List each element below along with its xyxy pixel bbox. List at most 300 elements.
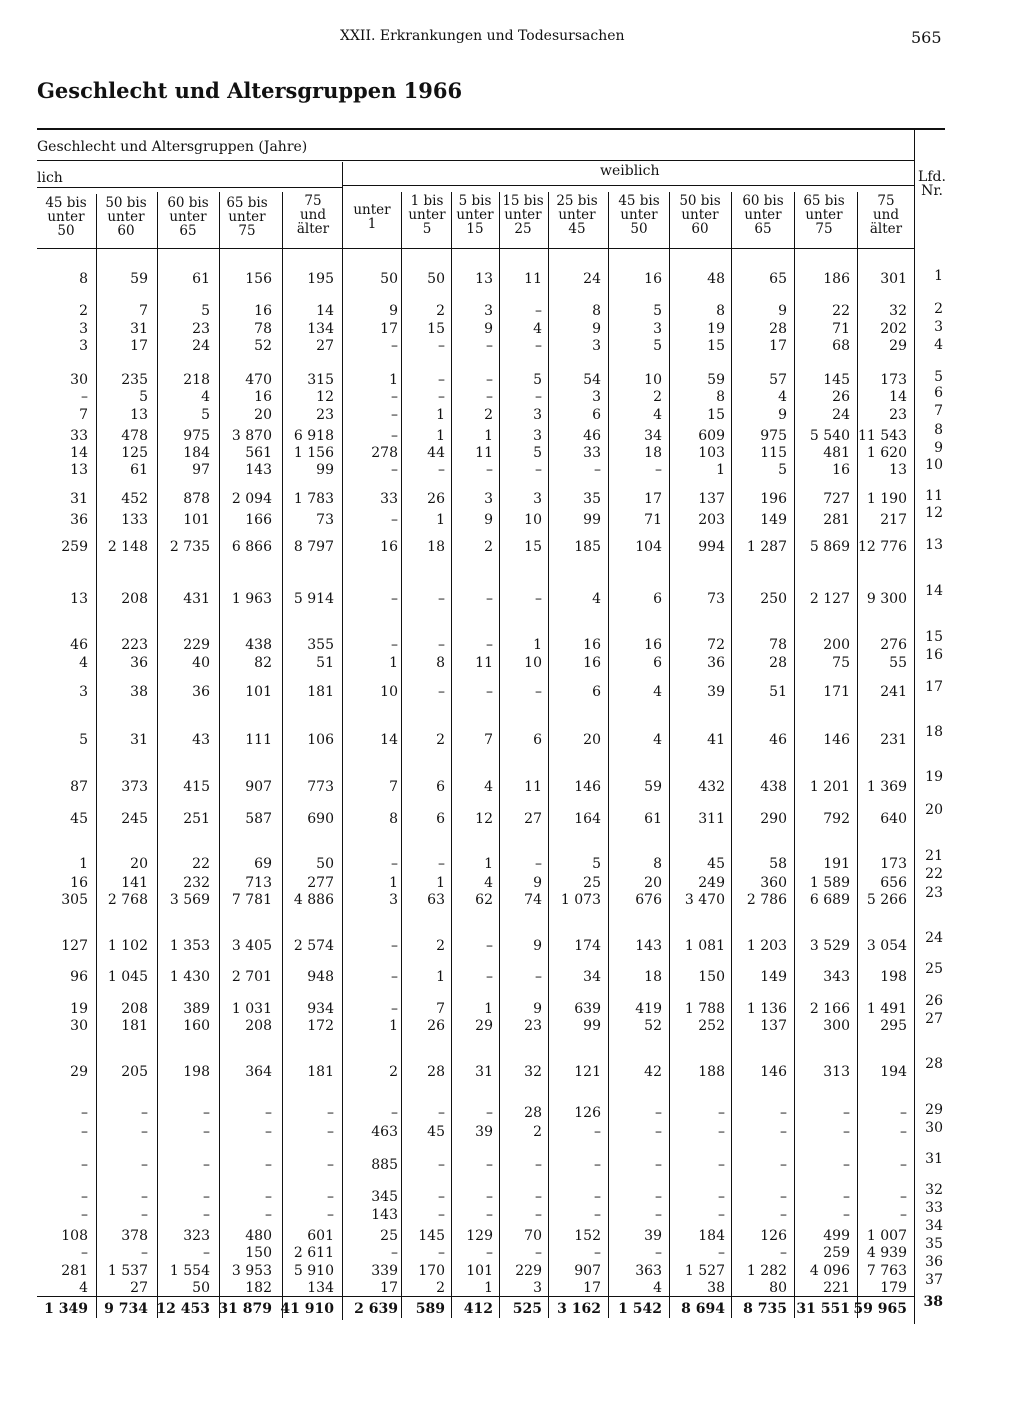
column-header: 45 bis unter 50 bbox=[45, 195, 87, 239]
table-cell: 480 bbox=[245, 1228, 272, 1244]
table-cell: 1 bbox=[484, 1280, 493, 1296]
table-cell: 727 bbox=[823, 491, 850, 507]
table-cell: 5 bbox=[533, 445, 542, 461]
table-cell: 2 094 bbox=[231, 491, 272, 507]
table-cell: 601 bbox=[307, 1228, 334, 1244]
table-cell: 1 783 bbox=[293, 491, 334, 507]
table-cell: 15 bbox=[707, 407, 725, 423]
table-cell: 1 537 bbox=[107, 1263, 148, 1279]
table-cell: 1 bbox=[436, 428, 445, 444]
table-cell: 1 007 bbox=[866, 1228, 907, 1244]
table-cell: – bbox=[900, 1157, 907, 1173]
table-cell: 134 bbox=[307, 321, 334, 337]
table-cell: 31 551 bbox=[796, 1301, 850, 1317]
table-cell: 4 096 bbox=[809, 1263, 850, 1279]
table-cell: 639 bbox=[574, 1001, 601, 1017]
table-cell: 145 bbox=[418, 1228, 445, 1244]
column-divider bbox=[96, 194, 97, 1318]
table-cell: – bbox=[438, 338, 445, 354]
table-cell: – bbox=[486, 372, 493, 388]
column-divider bbox=[282, 192, 283, 1318]
table-cell: 182 bbox=[245, 1280, 272, 1296]
table-cell: 39 bbox=[644, 1228, 662, 1244]
table-cell: 17 bbox=[644, 491, 662, 507]
table-cell: 12 453 bbox=[156, 1301, 210, 1317]
table-cell: 2 bbox=[389, 1064, 398, 1080]
table-cell: 3 bbox=[389, 892, 398, 908]
table-cell: – bbox=[391, 389, 398, 405]
table-cell: 75 bbox=[832, 655, 850, 671]
table-cell: 3 870 bbox=[231, 428, 272, 444]
table-cell: 185 bbox=[574, 539, 601, 555]
column-divider bbox=[608, 192, 609, 1318]
table-cell: 3 bbox=[79, 321, 88, 337]
female-label: weiblich bbox=[600, 163, 660, 179]
row-number: 26 bbox=[925, 993, 943, 1009]
table-cell: – bbox=[780, 1105, 787, 1121]
table-cell: – bbox=[594, 1124, 601, 1140]
table-cell: – bbox=[141, 1105, 148, 1121]
table-cell: – bbox=[486, 1105, 493, 1121]
table-cell: 2 bbox=[79, 303, 88, 319]
table-cell: 3 bbox=[484, 303, 493, 319]
table-cell: 1 bbox=[436, 407, 445, 423]
table-cell: – bbox=[780, 1124, 787, 1140]
table-cell: – bbox=[391, 637, 398, 653]
table-cell: 345 bbox=[371, 1189, 398, 1205]
table-cell: 63 bbox=[427, 892, 445, 908]
table-cell: 115 bbox=[760, 445, 787, 461]
table-cell: 54 bbox=[583, 372, 601, 388]
table-cell: 1 136 bbox=[746, 1001, 787, 1017]
column-divider bbox=[401, 192, 402, 1318]
table-cell: 9 300 bbox=[866, 591, 907, 607]
table-cell: – bbox=[843, 1124, 850, 1140]
table-cell: 61 bbox=[644, 811, 662, 827]
table-cell: 241 bbox=[880, 684, 907, 700]
table-cell: 156 bbox=[245, 271, 272, 287]
table-cell: 35 bbox=[583, 491, 601, 507]
table-cell: – bbox=[327, 1124, 334, 1140]
table-cell: 24 bbox=[832, 407, 850, 423]
table-cell: 171 bbox=[823, 684, 850, 700]
table-cell: 1 bbox=[484, 1001, 493, 1017]
table-cell: 3 bbox=[533, 491, 542, 507]
table-cell: 2 127 bbox=[809, 591, 850, 607]
table-cell: – bbox=[327, 1157, 334, 1173]
table-cell: – bbox=[81, 1105, 88, 1121]
table-cell: – bbox=[594, 1189, 601, 1205]
table-cell: 19 bbox=[70, 1001, 88, 1017]
table-cell: 14 bbox=[380, 732, 398, 748]
table-cell: 2 148 bbox=[107, 539, 148, 555]
table-cell: 1 190 bbox=[866, 491, 907, 507]
table-cell: – bbox=[327, 1207, 334, 1223]
column-divider bbox=[548, 192, 549, 1318]
row-number: 7 bbox=[934, 403, 943, 419]
table-cell: 16 bbox=[583, 655, 601, 671]
table-cell: 525 bbox=[512, 1301, 542, 1317]
table-cell: 73 bbox=[707, 591, 725, 607]
table-cell: 96 bbox=[70, 969, 88, 985]
table-cell: – bbox=[535, 856, 542, 872]
table-cell: 5 869 bbox=[809, 539, 850, 555]
table-cell: 231 bbox=[880, 732, 907, 748]
table-cell: 9 bbox=[533, 1001, 542, 1017]
table-cell: 16 bbox=[832, 462, 850, 478]
table-cell: – bbox=[718, 1245, 725, 1261]
table-cell: 1 156 bbox=[293, 445, 334, 461]
table-cell: – bbox=[780, 1189, 787, 1205]
table-cell: 1 bbox=[436, 512, 445, 528]
table-cell: 6 bbox=[533, 732, 542, 748]
table-cell: – bbox=[438, 684, 445, 700]
table-cell: 99 bbox=[316, 462, 334, 478]
table-cell: 41 910 bbox=[280, 1301, 334, 1317]
table-cell: 16 bbox=[583, 637, 601, 653]
table-cell: 5 bbox=[778, 462, 787, 478]
table-cell: – bbox=[141, 1207, 148, 1223]
table-cell: 11 bbox=[524, 779, 542, 795]
table-cell: 179 bbox=[880, 1280, 907, 1296]
row-number: 23 bbox=[925, 885, 943, 901]
table-cell: 31 bbox=[475, 1064, 493, 1080]
table-cell: 18 bbox=[427, 539, 445, 555]
table-cell: 68 bbox=[832, 338, 850, 354]
table-cell: – bbox=[141, 1245, 148, 1261]
table-cell: 108 bbox=[61, 1228, 88, 1244]
table-cell: 59 bbox=[130, 271, 148, 287]
table-cell: 181 bbox=[307, 1064, 334, 1080]
table-cell: 235 bbox=[121, 372, 148, 388]
table-cell: 101 bbox=[466, 1263, 493, 1279]
table-cell: – bbox=[81, 1157, 88, 1173]
table-cell: 2 bbox=[436, 732, 445, 748]
table-cell: 146 bbox=[823, 732, 850, 748]
table-cell: 18 bbox=[644, 969, 662, 985]
table-cell: 20 bbox=[583, 732, 601, 748]
table-cell: 22 bbox=[832, 303, 850, 319]
table-cell: – bbox=[203, 1157, 210, 1173]
table-cell: – bbox=[486, 1157, 493, 1173]
table-cell: – bbox=[391, 428, 398, 444]
row-number: 9 bbox=[934, 440, 943, 456]
table-cell: 3 529 bbox=[809, 938, 850, 954]
table-cell: 14 bbox=[316, 303, 334, 319]
table-cell: 1 369 bbox=[866, 779, 907, 795]
table-cell: – bbox=[327, 1189, 334, 1205]
table-cell: – bbox=[535, 1245, 542, 1261]
table-cell: 1 bbox=[436, 969, 445, 985]
table-cell: – bbox=[438, 637, 445, 653]
table-cell: – bbox=[438, 372, 445, 388]
table-cell: – bbox=[486, 591, 493, 607]
table-cell: 65 bbox=[769, 271, 787, 287]
table-cell: – bbox=[81, 1207, 88, 1223]
table-cell: – bbox=[438, 856, 445, 872]
table-cell: 44 bbox=[427, 445, 445, 461]
table-cell: 58 bbox=[769, 856, 787, 872]
table-cell: 378 bbox=[121, 1228, 148, 1244]
table-cell: 143 bbox=[371, 1207, 398, 1223]
row-number: 16 bbox=[925, 647, 943, 663]
table-cell: – bbox=[655, 1189, 662, 1205]
column-header: 65 bis unter 75 bbox=[803, 193, 845, 237]
table-cell: 2 639 bbox=[354, 1301, 398, 1317]
page-number: 565 bbox=[911, 28, 942, 47]
table-cell: 208 bbox=[121, 1001, 148, 1017]
table-cell: 191 bbox=[823, 856, 850, 872]
table-cell: 305 bbox=[61, 892, 88, 908]
column-header: unter 1 bbox=[353, 202, 391, 232]
table-cell: 34 bbox=[644, 428, 662, 444]
row-number: 24 bbox=[925, 930, 943, 946]
table-cell: 13 bbox=[889, 462, 907, 478]
table-cell: 198 bbox=[183, 1064, 210, 1080]
table-cell: 20 bbox=[644, 875, 662, 891]
table-cell: – bbox=[438, 591, 445, 607]
table-cell: 5 bbox=[533, 372, 542, 388]
table-cell: 8 797 bbox=[293, 539, 334, 555]
table-cell: 23 bbox=[192, 321, 210, 337]
table-cell: 15 bbox=[427, 321, 445, 337]
table-cell: 59 bbox=[707, 372, 725, 388]
male-label-rule bbox=[37, 187, 342, 188]
table-cell: 149 bbox=[760, 969, 787, 985]
table-cell: – bbox=[327, 1105, 334, 1121]
table-cell: 16 bbox=[254, 389, 272, 405]
table-cell: 184 bbox=[183, 445, 210, 461]
table-cell: 133 bbox=[121, 512, 148, 528]
table-cell: – bbox=[81, 389, 88, 405]
table-cell: 11 bbox=[475, 445, 493, 461]
table-cell: 6 689 bbox=[809, 892, 850, 908]
row-number: 12 bbox=[925, 505, 943, 521]
table-cell: 1 bbox=[533, 637, 542, 653]
table-cell: 11 bbox=[475, 655, 493, 671]
table-cell: 419 bbox=[635, 1001, 662, 1017]
table-cell: 1 589 bbox=[809, 875, 850, 891]
table-cell: 290 bbox=[760, 811, 787, 827]
row-number: 10 bbox=[925, 457, 943, 473]
table-cell: – bbox=[81, 1189, 88, 1205]
table-cell: – bbox=[655, 462, 662, 478]
table-cell: 111 bbox=[245, 732, 272, 748]
group-header: Geschlecht und Altersgruppen (Jahre) bbox=[37, 139, 308, 155]
table-cell: – bbox=[535, 303, 542, 319]
table-cell: 59 bbox=[644, 779, 662, 795]
table-cell: 1 430 bbox=[169, 969, 210, 985]
table-cell: 13 bbox=[70, 591, 88, 607]
table-cell: – bbox=[843, 1105, 850, 1121]
table-cell: – bbox=[141, 1189, 148, 1205]
table-cell: 907 bbox=[574, 1263, 601, 1279]
row-number: 29 bbox=[925, 1102, 943, 1118]
row-number: 19 bbox=[925, 769, 943, 785]
table-cell: 259 bbox=[823, 1245, 850, 1261]
table-cell: 4 bbox=[653, 1280, 662, 1296]
table-cell: 32 bbox=[524, 1064, 542, 1080]
table-cell: 22 bbox=[192, 856, 210, 872]
row-number: 32 bbox=[925, 1182, 943, 1198]
table-cell: 97 bbox=[192, 462, 210, 478]
table-cell: 229 bbox=[183, 637, 210, 653]
table-cell: 1 bbox=[79, 856, 88, 872]
table-cell: 15 bbox=[707, 338, 725, 354]
table-cell: 78 bbox=[254, 321, 272, 337]
table-cell: 4 bbox=[79, 655, 88, 671]
table-cell: 208 bbox=[245, 1018, 272, 1034]
table-cell: 6 bbox=[592, 407, 601, 423]
table-cell: – bbox=[535, 684, 542, 700]
table-cell: 8 bbox=[653, 856, 662, 872]
table-cell: 6 bbox=[436, 779, 445, 795]
table-cell: 99 bbox=[583, 1018, 601, 1034]
table-cell: 195 bbox=[307, 271, 334, 287]
table-cell: 28 bbox=[427, 1064, 445, 1080]
table-cell: 8 bbox=[592, 303, 601, 319]
table-cell: 5 bbox=[653, 303, 662, 319]
table-cell: 202 bbox=[880, 321, 907, 337]
table-cell: 1 bbox=[389, 655, 398, 671]
table-cell: 26 bbox=[427, 491, 445, 507]
table-cell: 975 bbox=[760, 428, 787, 444]
table-cell: 1 203 bbox=[746, 938, 787, 954]
table-cell: 9 bbox=[778, 303, 787, 319]
table-cell: 59 965 bbox=[853, 1301, 907, 1317]
table-cell: 229 bbox=[515, 1263, 542, 1279]
table-cell: – bbox=[535, 338, 542, 354]
table-cell: 1 bbox=[436, 875, 445, 891]
table-cell: 355 bbox=[307, 637, 334, 653]
table-cell: 34 bbox=[583, 969, 601, 985]
column-divider bbox=[857, 192, 858, 1318]
row-number: 35 bbox=[925, 1236, 943, 1252]
table-cell: 7 bbox=[484, 732, 493, 748]
table-cell: 4 886 bbox=[293, 892, 334, 908]
table-cell: 3 bbox=[653, 321, 662, 337]
table-cell: 8 bbox=[79, 271, 88, 287]
table-cell: – bbox=[843, 1207, 850, 1223]
table-cell: 478 bbox=[121, 428, 148, 444]
table-cell: 259 bbox=[61, 539, 88, 555]
table-cell: 45 bbox=[70, 811, 88, 827]
table-cell: 23 bbox=[889, 407, 907, 423]
table-cell: 3 054 bbox=[866, 938, 907, 954]
table-cell: 39 bbox=[707, 684, 725, 700]
table-cell: 26 bbox=[832, 389, 850, 405]
table-cell: 17 bbox=[380, 321, 398, 337]
table-cell: 4 bbox=[201, 389, 210, 405]
table-cell: 50 bbox=[427, 271, 445, 287]
table-cell: 121 bbox=[574, 1064, 601, 1080]
table-cell: 4 bbox=[653, 684, 662, 700]
table-cell: 2 bbox=[436, 303, 445, 319]
table-cell: 12 bbox=[316, 389, 334, 405]
table-cell: 3 bbox=[79, 684, 88, 700]
table-cell: – bbox=[655, 1105, 662, 1121]
table-cell: – bbox=[486, 1207, 493, 1223]
table-cell: 1 073 bbox=[560, 892, 601, 908]
table-cell: 69 bbox=[254, 856, 272, 872]
table-cell: 7 bbox=[79, 407, 88, 423]
table-cell: 41 bbox=[707, 732, 725, 748]
table-cell: 5 bbox=[139, 389, 148, 405]
table-cell: – bbox=[391, 462, 398, 478]
table-cell: 4 bbox=[653, 732, 662, 748]
table-cell: 587 bbox=[245, 811, 272, 827]
table-cell: 1 bbox=[389, 372, 398, 388]
table-cell: 186 bbox=[823, 271, 850, 287]
table-cell: – bbox=[535, 1207, 542, 1223]
table-cell: 10 bbox=[644, 372, 662, 388]
table-cell: 31 bbox=[70, 491, 88, 507]
table-cell: 29 bbox=[889, 338, 907, 354]
table-cell: – bbox=[391, 1245, 398, 1261]
table-cell: 5 bbox=[653, 338, 662, 354]
table-cell: 80 bbox=[769, 1280, 787, 1296]
table-cell: 278 bbox=[371, 445, 398, 461]
table-cell: 5 bbox=[201, 407, 210, 423]
column-header: 25 bis unter 45 bbox=[556, 193, 598, 237]
table-cell: 14 bbox=[889, 389, 907, 405]
table-cell: 137 bbox=[698, 491, 725, 507]
table-cell: 24 bbox=[192, 338, 210, 354]
table-cell: 8 694 bbox=[681, 1301, 725, 1317]
table-cell: 1 491 bbox=[866, 1001, 907, 1017]
table-cell: 50 bbox=[380, 271, 398, 287]
row-number: 34 bbox=[925, 1218, 943, 1234]
table-cell: 6 bbox=[592, 684, 601, 700]
table-cell: 103 bbox=[698, 445, 725, 461]
table-cell: – bbox=[203, 1207, 210, 1223]
table-cell: 281 bbox=[61, 1263, 88, 1279]
table-cell: 373 bbox=[121, 779, 148, 795]
table-cell: 42 bbox=[644, 1064, 662, 1080]
table-cell: 1 bbox=[389, 875, 398, 891]
table-cell: – bbox=[391, 1001, 398, 1017]
table-cell: 250 bbox=[760, 591, 787, 607]
table-cell: 149 bbox=[760, 512, 787, 528]
table-cell: – bbox=[265, 1207, 272, 1223]
table-cell: – bbox=[203, 1245, 210, 1261]
table-cell: 295 bbox=[880, 1018, 907, 1034]
table-cell: – bbox=[486, 969, 493, 985]
table-cell: 61 bbox=[192, 271, 210, 287]
table-cell: 2 701 bbox=[231, 969, 272, 985]
row-number: 31 bbox=[925, 1151, 943, 1167]
table-cell: 300 bbox=[823, 1018, 850, 1034]
table-cell: 16 bbox=[70, 875, 88, 891]
table-cell: 126 bbox=[574, 1105, 601, 1121]
table-cell: – bbox=[486, 1189, 493, 1205]
table-cell: – bbox=[265, 1157, 272, 1173]
table-cell: 174 bbox=[574, 938, 601, 954]
table-cell: 16 bbox=[644, 637, 662, 653]
table-cell: 25 bbox=[380, 1228, 398, 1244]
table-cell: 28 bbox=[769, 321, 787, 337]
table-cell: – bbox=[81, 1124, 88, 1140]
table-cell: – bbox=[391, 938, 398, 954]
table-cell: – bbox=[265, 1124, 272, 1140]
table-cell: 1 045 bbox=[107, 969, 148, 985]
table-cell: – bbox=[486, 684, 493, 700]
table-cell: – bbox=[718, 1124, 725, 1140]
table-cell: 561 bbox=[245, 445, 272, 461]
table-cell: 934 bbox=[307, 1001, 334, 1017]
table-cell: 33 bbox=[380, 491, 398, 507]
table-cell: – bbox=[203, 1105, 210, 1121]
